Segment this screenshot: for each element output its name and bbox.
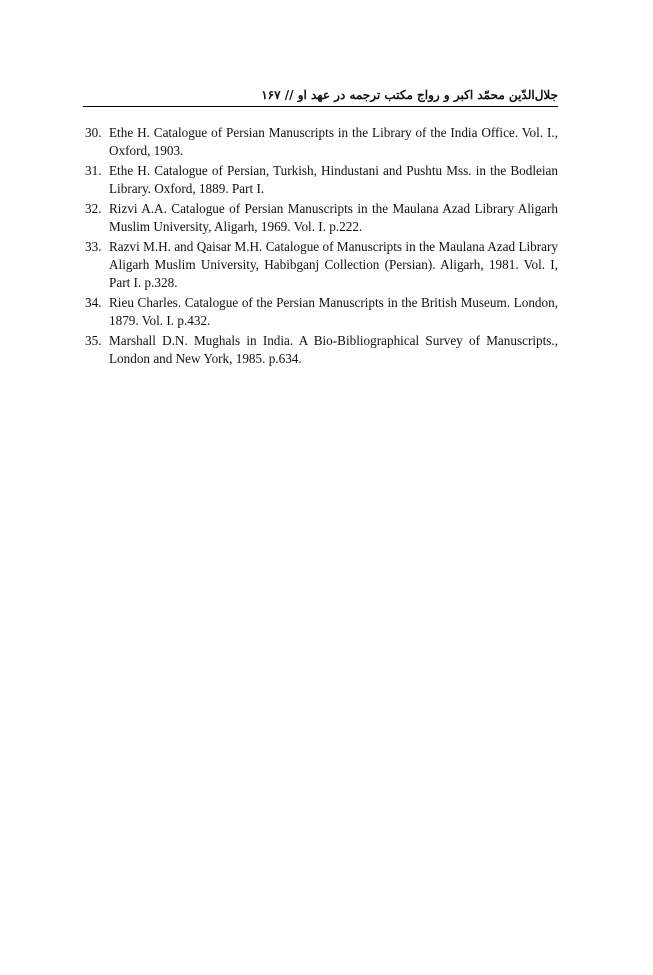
running-head: جلال‌الدّین محمّد اکبر و رواج مکتب ترجمه در عهد او // ۱۶۷ <box>83 84 558 107</box>
reference-text: Rieu Charles. Catalogue of the Persian Manuscripts in the British Museum. London, 1879. Vol. I. p.432. <box>109 295 558 328</box>
reference-number: 35. <box>85 333 102 348</box>
reference-item <box>85 332 558 368</box>
reference-text: Rizvi A.A. Catalogue of Persian Manuscripts in the Maulana Azad Library Aligarh Muslim University, Aligarh, 1969. Vol. I. p.222. <box>109 201 558 234</box>
reference-number: 31. <box>85 163 102 178</box>
reference-number: 33. <box>85 239 102 254</box>
reference-item <box>85 238 558 292</box>
reference-list <box>85 124 558 370</box>
reference-number: 34. <box>85 295 102 310</box>
reference-item <box>85 162 558 198</box>
reference-number: 30. <box>85 125 102 140</box>
reference-item <box>85 294 558 330</box>
reference-text: Ethe H. Catalogue of Persian, Turkish, Hindustani and Pushtu Mss. in the Bodleian Library. Oxford, 1889. Part I. <box>109 163 558 196</box>
reference-text: Ethe H. Catalogue of Persian Manuscripts in the Library of the India Office. Vol. I., Oxford, 1903. <box>109 125 558 158</box>
reference-text: Razvi M.H. and Qaisar M.H. Catalogue of Manuscripts in the Maulana Azad Library Aligarh Muslim University, Habibganj Collection (Persian). Aligarh, 1981. Vol. I, Part I. p.328. <box>109 239 558 290</box>
reference-text: Marshall D.N. Mughals in India. A Bio-Bibliographical Survey of Manuscripts., London and New York, 1985. p.634. <box>109 333 558 366</box>
reference-item <box>85 124 558 160</box>
reference-number: 32. <box>85 201 102 216</box>
reference-item <box>85 200 558 236</box>
